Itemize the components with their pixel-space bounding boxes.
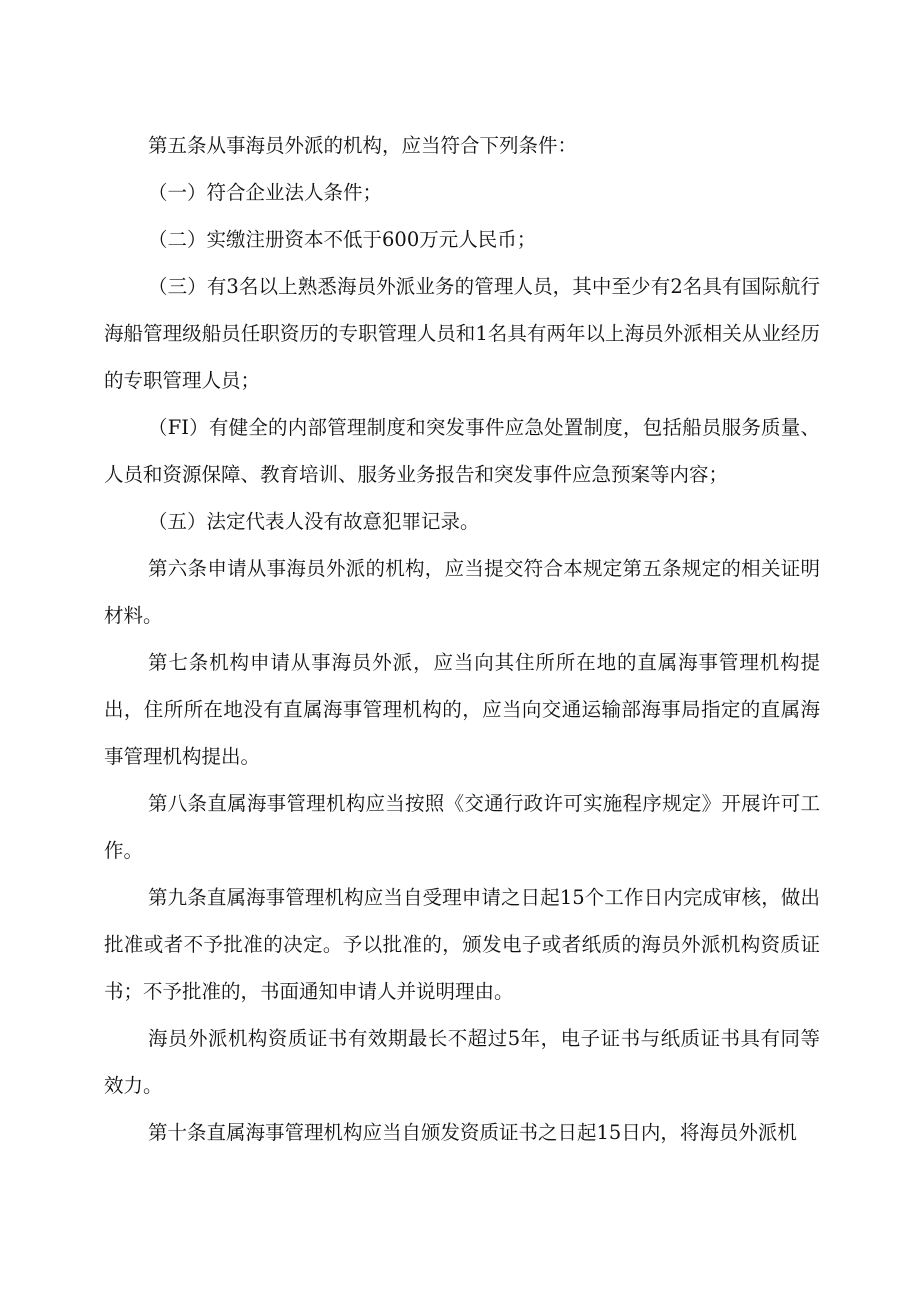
paragraph-article-8: 第八条直属海事管理机构应当按照《交通行政许可实施程序规定》开展许可工作。	[104, 792, 820, 862]
paragraph-article-6: 第六条申请从事海员外派的机构，应当提交符合本规定第五条规定的相关证明材料。	[104, 557, 820, 627]
paragraph-article-9: 第九条直属海事管理机构应当自受理申请之日起15个工作日内完成审核，做出批准或者不予批准的决定。予以批准的，颁发电子或者纸质的海员外派机构资质证书；不予批准的，书面通知申请人并说明理由。	[104, 886, 820, 1003]
paragraph-certificate-validity: 海员外派机构资质证书有效期最长不超过5年，电子证书与纸质证书具有同等效力。	[104, 1027, 820, 1097]
paragraph-condition-2: （二）实缴注册资本不低于600万元人民币；	[148, 228, 537, 251]
paragraph-condition-1: （一）符合企业法人条件；	[148, 181, 383, 204]
paragraph-condition-3: （三）有3名以上熟悉海员外派业务的管理人员，其中至少有2名具有国际航行海船管理级船员任职资历的专职管理人员和1名具有两年以上海员外派相关从业经历的专职管理人员；	[104, 275, 820, 392]
paragraph-article-7: 第七条机构申请从事海员外派，应当向其住所所在地的直属海事管理机构提出，住所所在地没有直属海事管理机构的，应当向交通运输部海事局指定的直属海事管理机构提出。	[104, 651, 820, 768]
paragraph-condition-4: （FI）有健全的内部管理制度和突发事件应急处置制度，包括船员服务质量、人员和资源保障、教育培训、服务业务报告和突发事件应急预案等内容；	[104, 416, 820, 486]
paragraph-article-10: 第十条直属海事管理机构应当自颁发资质证书之日起15日内，将海员外派机	[148, 1121, 797, 1144]
paragraph-condition-5: （五）法定代表人没有故意犯罪记录。	[148, 510, 480, 533]
paragraph-article-5: 第五条从事海员外派的机构，应当符合下列条件：	[148, 134, 578, 157]
